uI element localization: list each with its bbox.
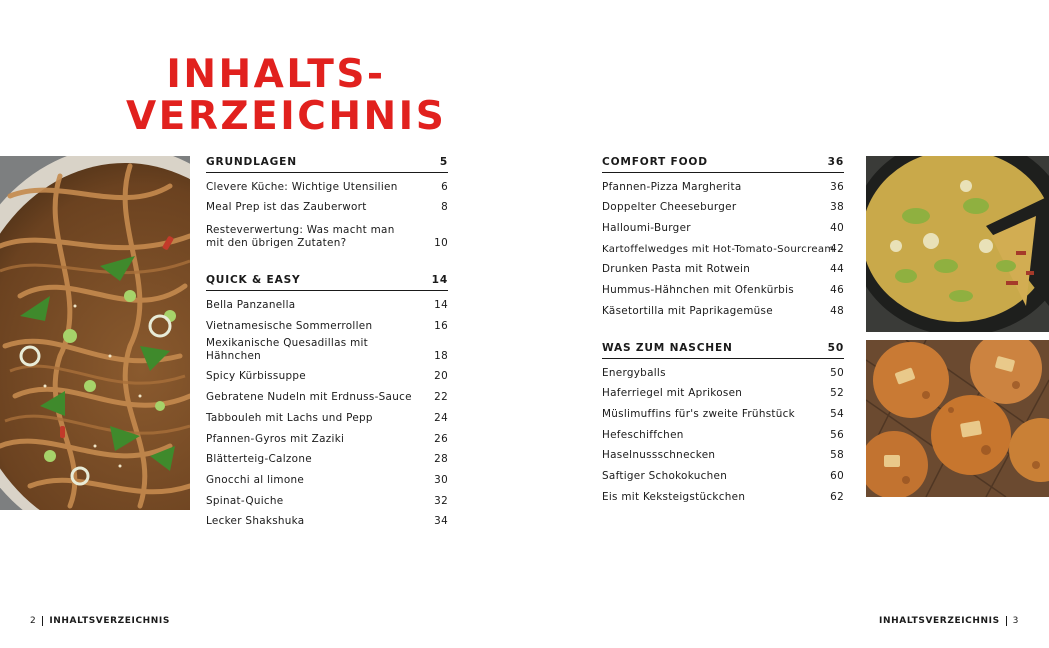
toc-entry-page: 30 <box>434 473 448 486</box>
toc-section-grundlagen <box>206 156 448 250</box>
toc-entry-page: 42 <box>830 242 844 255</box>
toc-entry-label: Müslimuffins für's zweite Frühstück <box>602 407 796 420</box>
toc-entry[interactable] <box>602 173 844 194</box>
footer-divider <box>42 616 43 626</box>
toc-entry-label: Gebratene Nudeln mit Erdnuss-Sauce <box>206 391 412 404</box>
toc-entry-page: 56 <box>830 428 844 441</box>
toc-entry[interactable] <box>206 333 448 363</box>
toc-entry[interactable] <box>206 312 448 333</box>
toc-section-quick-easy <box>206 274 448 528</box>
toc-entry-page: 36 <box>830 180 844 193</box>
toc-entry[interactable] <box>602 483 844 504</box>
section-heading-page: 14 <box>431 274 448 287</box>
toc-entry[interactable] <box>206 404 448 425</box>
toc-entry[interactable] <box>602 297 844 318</box>
toc-entry[interactable] <box>206 363 448 384</box>
toc-left-column <box>206 156 448 528</box>
page-number-left: 2 <box>30 616 37 626</box>
toc-entry-label: Blätterteig-Calzone <box>206 453 312 466</box>
toc-entry-label: Haselnussschnecken <box>602 449 716 462</box>
toc-entry[interactable] <box>206 466 448 487</box>
page-number-right: 3 <box>1012 616 1019 626</box>
toc-entry[interactable] <box>206 425 448 446</box>
page-title <box>126 52 447 139</box>
title-line-1: INHALTS- <box>166 52 386 97</box>
toc-entry[interactable] <box>602 359 844 380</box>
toc-entry-page: 48 <box>830 304 844 317</box>
toc-entry-label: Vietnamesische Sommerrollen <box>206 319 373 332</box>
toc-entry[interactable] <box>602 400 844 421</box>
footer-left <box>30 616 170 626</box>
toc-entry-page: 40 <box>830 222 844 235</box>
toc-entry-page: 34 <box>434 515 448 528</box>
section-heading-label: QUICK & EASY <box>206 274 301 287</box>
toc-entry-page: 22 <box>434 391 448 404</box>
toc-entry-label: Spinat-Quiche <box>206 494 284 507</box>
toc-entry[interactable] <box>206 194 448 215</box>
toc-entry-page: 16 <box>434 319 448 332</box>
toc-right-column <box>602 156 844 504</box>
toc-entry-page: 6 <box>441 180 448 193</box>
toc-entry[interactable] <box>206 214 448 250</box>
toc-section-comfort-food <box>602 156 844 318</box>
toc-entry-label: Spicy Kürbissuppe <box>206 370 306 383</box>
section-heading-label: WAS ZUM NASCHEN <box>602 341 733 354</box>
toc-entry-label: Drunken Pasta mit Rotwein <box>602 263 751 276</box>
running-title-left: INHALTSVERZEICHNIS <box>49 616 170 626</box>
toc-entry-label: Doppelter Cheeseburger <box>602 201 737 214</box>
toc-entry-label: Saftiger Schokokuchen <box>602 469 728 482</box>
toc-entry[interactable] <box>602 214 844 235</box>
toc-entry-label: Halloumi-Burger <box>602 222 691 235</box>
toc-entry-label: Meal Prep ist das Zauberwort <box>206 201 367 214</box>
toc-entry[interactable] <box>602 421 844 442</box>
toc-entry-page: 60 <box>830 469 844 482</box>
toc-entry[interactable] <box>602 276 844 297</box>
noodles-photo <box>0 156 190 510</box>
toc-entry-page: 50 <box>830 366 844 379</box>
section-heading-page: 36 <box>827 156 844 168</box>
toc-entry-label: Mexikanische Quesadillas mit Hähnchen <box>206 336 369 362</box>
toc-entry[interactable] <box>602 194 844 215</box>
toc-entry-label: Kartoffelwedges mit Hot-Tomato-Sourcream <box>602 243 835 255</box>
toc-entry[interactable] <box>206 173 448 194</box>
toc-entry-label: Gnocchi al limone <box>206 473 305 486</box>
section-heading[interactable] <box>602 156 844 173</box>
toc-entry[interactable] <box>206 291 448 312</box>
toc-entry-label: Lecker Shakshuka <box>206 515 305 528</box>
toc-entry-page: 20 <box>434 370 448 383</box>
section-heading-page: 5 <box>439 156 448 168</box>
toc-entry[interactable] <box>206 383 448 404</box>
toc-entry[interactable] <box>602 462 844 483</box>
toc-entry-page: 14 <box>434 299 448 312</box>
pizza-photo <box>866 156 1049 332</box>
toc-entry-page: 24 <box>434 411 448 424</box>
toc-entry[interactable] <box>602 256 844 277</box>
toc-entry-label: Käsetortilla mit Paprikagemüse <box>602 304 773 317</box>
section-heading-label: COMFORT FOOD <box>602 156 708 168</box>
toc-entry[interactable] <box>206 446 448 467</box>
toc-entry-label: Energyballs <box>602 366 666 379</box>
toc-entry-page: 10 <box>434 237 448 250</box>
toc-entry-page: 28 <box>434 453 448 466</box>
toc-entry-page: 46 <box>830 284 844 297</box>
toc-entry-label: Hefeschiffchen <box>602 428 684 441</box>
toc-entry[interactable] <box>602 235 844 256</box>
title-line-2: VERZEICHNIS <box>126 94 447 139</box>
footer-divider <box>1006 616 1007 626</box>
toc-entry-page: 18 <box>434 349 448 362</box>
section-heading[interactable] <box>206 156 448 173</box>
toc-entry-page: 62 <box>830 490 844 503</box>
toc-entry-label: Eis mit Keksteigstückchen <box>602 490 746 503</box>
muffins-photo <box>866 340 1049 497</box>
toc-entry-label: Hummus-Hähnchen mit Ofenkürbis <box>602 284 794 297</box>
toc-entry[interactable] <box>602 380 844 401</box>
toc-entry-label: Haferriegel mit Aprikosen <box>602 387 743 400</box>
toc-entry-page: 52 <box>830 387 844 400</box>
toc-entry-page: 38 <box>830 201 844 214</box>
toc-entry-label: Tabbouleh mit Lachs und Pepp <box>206 411 373 424</box>
toc-entry-page: 8 <box>441 201 448 214</box>
toc-entry-page: 44 <box>830 263 844 276</box>
toc-entry-label: Pfannen-Gyros mit Zaziki <box>206 432 345 445</box>
toc-entry-page: 26 <box>434 432 448 445</box>
section-heading[interactable] <box>206 274 448 291</box>
section-heading[interactable] <box>602 342 844 359</box>
toc-entry-label: Clevere Küche: Wichtige Utensilien <box>206 180 398 193</box>
toc-entry-page: 54 <box>830 407 844 420</box>
toc-entry-label: Resteverwertung: Was macht man mit den übrigen Zutaten? <box>206 224 395 250</box>
section-heading-page: 50 <box>827 341 844 354</box>
section-heading-label: GRUNDLAGEN <box>206 156 297 168</box>
toc-entry[interactable] <box>206 508 448 529</box>
toc-entry[interactable] <box>206 487 448 508</box>
toc-entry[interactable] <box>602 442 844 463</box>
toc-entry-label: Pfannen-Pizza Margherita <box>602 180 742 193</box>
toc-entry-label: Bella Panzanella <box>206 299 296 312</box>
footer-right <box>879 616 1019 626</box>
toc-entry-page: 32 <box>434 494 448 507</box>
toc-section-was-zum-naschen <box>602 342 844 504</box>
toc-entry-page: 58 <box>830 449 844 462</box>
running-title-right: INHALTSVERZEICHNIS <box>879 616 1000 626</box>
